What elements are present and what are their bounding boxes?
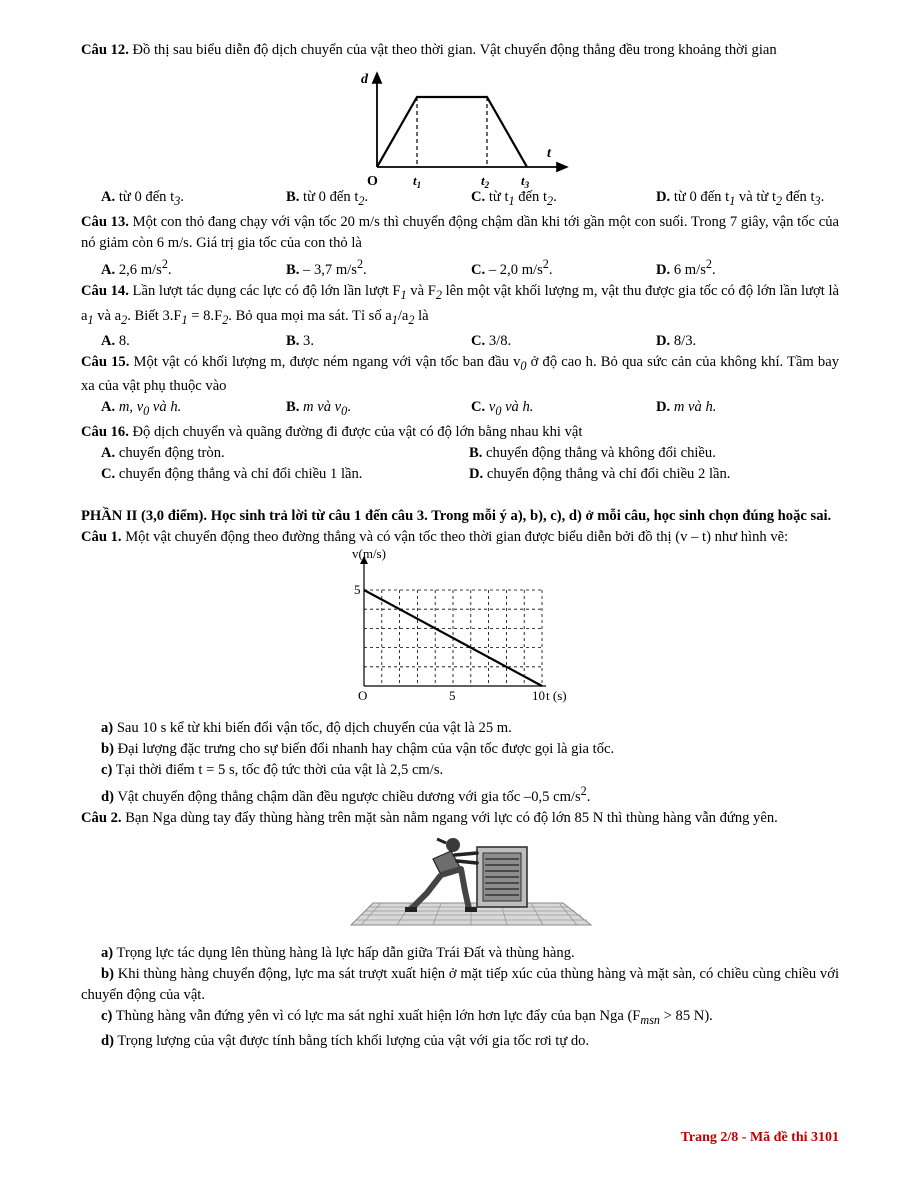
q14-option-b[interactable]: B. 3. <box>286 332 314 349</box>
q15-option-c[interactable]: C. $v_0$ và h. <box>471 399 534 419</box>
q16-option-c[interactable]: C. chuyển động thẳng và chỉ đổi chiều 1 lần. <box>101 466 363 483</box>
p2q1-statement-d[interactable]: d) Vật chuyển động thẳng chậm dần đều ngược chiều dương với gia tốc –0,5 $cm/s^2$. <box>101 784 591 806</box>
q12-option-c[interactable]: C. từ $t_1$ đến $t_2$. <box>471 189 557 208</box>
q15-option-b[interactable]: B. m và $v_0$. <box>286 399 351 419</box>
v-axis-label: v(m/s) <box>352 546 386 562</box>
q12-option-d[interactable]: D. từ 0 đến $t_1$ và từ $t_2$ đến $t_3$. <box>656 189 825 208</box>
t-axis-label: t <box>547 146 551 161</box>
p2q2-statement-a[interactable]: a) Trọng lực tác dụng lên thùng hàng là lực hấp dẫn giữa Trái Đất và thùng hàng. <box>101 945 575 962</box>
p2q1-statement-b[interactable]: b) Đại lượng đặc trưng cho sự biến đổi nhanh hay chậm của vận tốc được gọi là gia tốc. <box>101 741 615 758</box>
q16-option-a[interactable]: A. chuyển động tròn. <box>101 445 225 462</box>
p2q2-statement-b[interactable]: b) Khi thùng hàng chuyển động, lực ma sát trượt xuất hiện ở mặt tiếp xúc của thùng hàng và mặt sàn, có chiều cùng chiều với chuyển động của vật. <box>81 966 839 1004</box>
q16-option-b[interactable]: B. chuyển động thẳng và không đổi chiều. <box>469 445 716 462</box>
t1-label: $t_1$ <box>413 173 422 190</box>
v-t-chart-svg <box>81 548 839 718</box>
q13-option-b[interactable]: B. – 3,7 $m/s^2$. <box>286 256 367 278</box>
d-t-curve <box>377 97 527 167</box>
p2q2-statement-c[interactable]: c) Thùng hàng vẫn đứng yên vì có lực ma sát nghỉ xuất hiện lớn hơn lực đẩy của bạn Nga ($F_{msn} > 85$ N). <box>101 1008 713 1028</box>
d-axis-label: d <box>361 72 368 87</box>
crate <box>477 847 527 907</box>
q15-option-a[interactable]: A. m, $v_0$ và h. <box>101 399 182 419</box>
question-15: Câu 15. Một vật có khối lượng m, được ném ngang với vận tốc ban đầu $v_0$ ở độ cao h. Bỏ qua sức cản của không khí. Tầm bay xa của vật phụ thuộc vào <box>81 353 840 395</box>
question-14: Câu 14. Lần lượt tác dụng các lực có độ lớn lần lượt $F_1$ và $F_2$ lên một vật khối lượng m, vật thu được gia tốc có độ lớn lần lượt là $a_1$ và $a_2$. Biết $3.F_1 = 8.F_2$. Bỏ qua mọi ma sát. Tỉ số $a_1/a_2$ là <box>81 282 839 327</box>
part2-q2-statements <box>81 943 839 1052</box>
t2-label: $t_2$ <box>481 173 490 190</box>
x-tick-label: 10 <box>532 688 545 704</box>
p2q1-statement-c[interactable]: c) Tại thời điểm t = 5 s, tốc độ tức thời của vật là 2,5 cm/s. <box>101 762 444 779</box>
y-tick-label: 5 <box>354 582 361 598</box>
velocity-time-chart <box>81 548 839 718</box>
q12-options <box>81 187 839 212</box>
question-13: Câu 13. Một con thỏ đang chạy với vận tốc 20 m/s thì chuyển động chậm dần khi tới gần một con suối. Trong 7 giây, vận tốc của nó giảm còn 6 m/s. Giá trị gia tốc của con thỏ là <box>81 213 839 251</box>
q14-option-a[interactable]: A. 8. <box>101 332 130 349</box>
p2q1-statement-a[interactable]: a) Sau 10 s kể từ khi biến đổi vận tốc, độ dịch chuyển của vật là 25 m. <box>101 720 512 737</box>
displacement-time-graph <box>81 61 839 190</box>
t-axis-label: t (s) <box>546 688 567 704</box>
x-tick-label: 5 <box>449 688 456 704</box>
q14-option-c[interactable]: C. 3/8. <box>471 332 512 349</box>
q13-option-a[interactable]: A. 2,6 $m/s^2$. <box>101 256 172 278</box>
question-12: Câu 12. Đồ thị sau biểu diễn độ dịch chuyển của vật theo thời gian. Vật chuyển động thẳng đều trong khoảng thời gian <box>81 42 777 58</box>
q13-option-c[interactable]: C. – 2,0 $m/s^2$. <box>471 256 553 278</box>
origin-label: O <box>367 174 378 189</box>
q12-option-a[interactable]: A. từ 0 đến $t_3$. <box>101 189 184 208</box>
q15-options <box>81 397 839 422</box>
q16-option-d[interactable]: D. chuyển động thẳng và chỉ đổi chiều 2 lần. <box>469 466 731 483</box>
origin-label: O <box>358 688 368 704</box>
t3-label: $t_3$ <box>521 173 530 190</box>
q12-option-b[interactable]: B. từ 0 đến $t_2$. <box>286 189 369 208</box>
q13-option-d[interactable]: D. 6 $m/s^2$. <box>656 256 716 278</box>
exam-page <box>81 40 839 1052</box>
d-t-graph-svg <box>81 61 839 190</box>
q14-options <box>81 331 839 352</box>
part-2-heading: PHẦN II (3,0 điểm). Học sinh trả lời từ câu 1 đến câu 3. Trong mỗi ý a), b), c), d) ở mỗi câu, học sinh chọn đúng hoặc sai. <box>81 508 832 525</box>
part2-q1-statements <box>81 718 839 808</box>
q16-options <box>81 443 839 485</box>
part2-question-2: Câu 2. Bạn Nga dùng tay đẩy thùng hàng trên mặt sàn nằm ngang với lực có độ lớn 85 N thì thùng hàng vẫn đứng yên. <box>81 810 778 827</box>
q15-option-d[interactable]: D. m và h. <box>656 399 717 416</box>
pushing-crate-svg <box>81 829 839 943</box>
question-16: Câu 16. Độ dịch chuyển và quãng đường đi được của vật có độ lớn bằng nhau khi vật <box>81 424 583 441</box>
q14-option-d[interactable]: D. 8/3. <box>656 332 697 349</box>
page-footer: Trang 2/8 - Mã đề thi 3101 <box>680 1130 839 1145</box>
girl-pushing <box>405 838 477 912</box>
part2-question-1: Câu 1. Một vật chuyển động theo đường thẳng và có vận tốc theo thời gian được biểu diễn bởi đồ thị (v – t) như hình vẽ: <box>81 529 789 546</box>
q13-options <box>81 254 839 281</box>
p2q2-statement-d[interactable]: d) Trọng lượng của vật được tính bằng tích khối lượng của vật với gia tốc rơi tự do. <box>101 1033 590 1050</box>
pushing-crate-illustration <box>81 829 839 943</box>
